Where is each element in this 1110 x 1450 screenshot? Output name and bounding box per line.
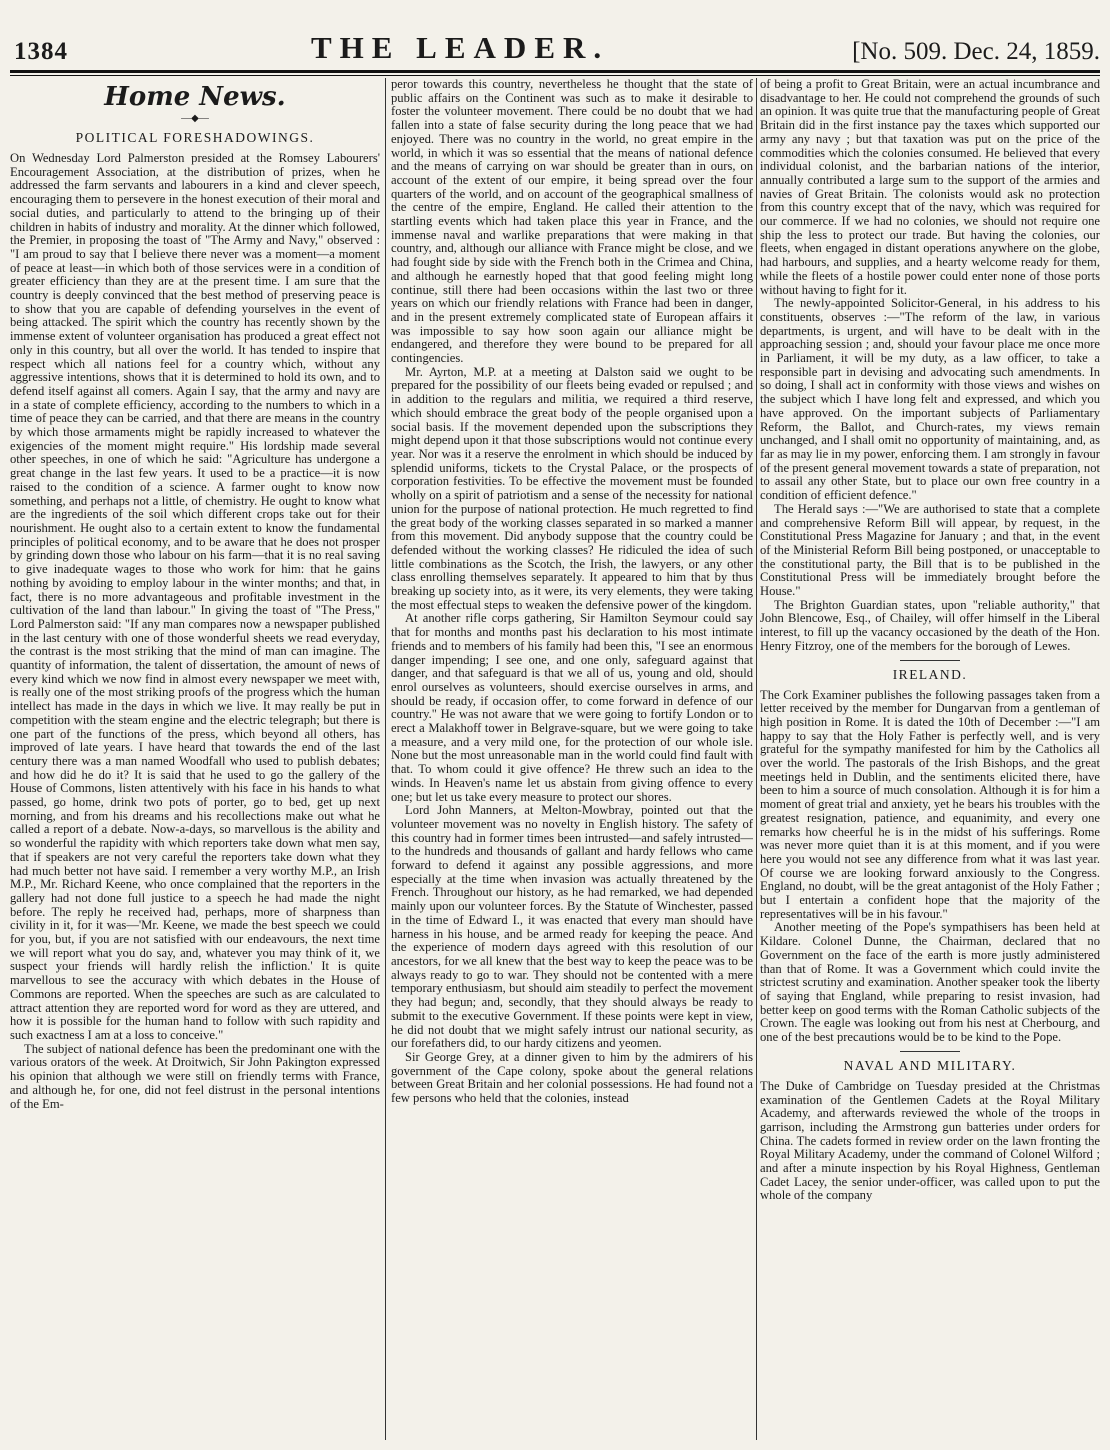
section-rule [900,1051,960,1052]
article-paragraph: The Cork Examiner publishes the following passages taken from a letter received by the member for Dungarvan from a gentleman of high position in Rome. It is dated the 10th of December :—"I am happy to say that the Holy Father is perfectly well, and is very grateful for the sympathy manifested for him by the Catholics all over the world. The pastorals of the Irish Bishops, and the great meetings held in Dublin, and the sentiments elicited there, have been to him a source of much consolation. Although it is for him a moment of great trial and anxiety, yet he bears his troubles with the greatest resignation, patience, and equanimity, and every one remarks how cheerful he is in the midst of his sufferings. Rome was never more quiet than it is at this moment, and if you were here you would not see any difference from what it was last year. Of course we are looking forward anxiously to the Congress. England, no doubt, will be the great antagonist of the Holy Father ; but I entertain a confident hope that the majority of the representatives will be in his favour." [760,687,1100,921]
section-title: Home News. [104,82,286,112]
ornament-divider: —◆— [181,113,209,124]
issue-date: [No. 509. Dec. 24, 1859. [852,38,1100,65]
column-divider [756,78,757,1440]
page-number: 1384 [14,38,68,65]
article-paragraph: The Brighton Guardian states, upon "reliable authority," that John Blencowe, Esq., of Chailey, will offer himself in the Liberal interest, to fill up the vacancy occasioned by the death of the Hon. Henry Fitzroy, one of the members for the borough of Lewes. [760,597,1100,653]
article-paragraph: Sir George Grey, at a dinner given to him by the admirers of his government of the Cape colony, spoke about the general relations between Great Britain and her colonial possessions. He had found not a few persons who held that the colonies, instead [391,1049,753,1106]
article-paragraph: Lord John Manners, at Melton-Mowbray, pointed out that the volunteer movement was no novelty in English history. The safety of this country had in former times been intrusted—and safely intrusted—to the hundreds and thousands of gallant and hardy fellows who came forward to defend it against any possible aggressions, and more especially at the time when invasion was actually threatened by the French. Throughout our history, as he had remarked, we had depended mainly upon our volunteer forces. By the Statute of Winchester, passed in the time of Edward I., it was enacted that every man should have harness in his house, and be armed ready for keeping the peace. And the experience of modern days agreed with this resolution of our ancestors, for we all knew that the best way to keep the peace was to be always ready to go to war. They should not be contented with a mere temporary enthusiasm, but should aim steadily to perfect the movement they had begun; and, secondly, that they should always be ready to submit to the executive Government. If these points were kept in view, he did not doubt that we might safely intrust our national security, as our forefathers did, to our hardy citizens and yeomen. [391,803,753,1051]
column-2 [391,78,753,1440]
article-paragraph: Another meeting of the Pope's sympathisers has been held at Kildare. Colonel Dunne, the Chairman, declared that no Government on the face of the earth is more justly administered than that of Rome. It was a Government which could invite the strictest scrutiny and examination. Another speaker took the liberty of saying that England, while preparing to resist invasion, had better keep on good terms with the Roman Catholic subjects of the Crown. The eagle was looking out from his nest at Cherbourg, and one of the best precautions would be to be kind to the Pope. [760,920,1100,1045]
masthead-rule-thin [10,75,1100,76]
article-paragraph: Mr. Ayrton, M.P. at a meeting at Dalston said we ought to be prepared for the possibility of our fleets being evaded or repulsed ; and in addition to the regulars and militia, we required a third reserve, which should embrace the great body of the people organised upon a social basis. If the movement depended upon the subscriptions they might depend upon it that those subscriptions would not continue every year. Nor was it a reserve the enrolment in which should be induced by splendid uniforms, tickets to the Crystal Palace, or the prospects of corporation festivities. To be effective the movement must be founded wholly on a spirit of patriotism and a sense of the necessity for national union for the purpose of national protection. He much regretted to find the great body of the working classes separated in so marked a manner from this movement. Did anybody suppose that the country could be defended without the working classes? He ridiculed the idea of such little combinations as the Scotch, the Irish, the lawyers, or any other class enrolling themselves separately. It appeared to him that by thus breaking up society into, as it were, its very elements, they were taking the most effectual steps to weaken the defensive power of the kingdom. [391,364,753,612]
article-paragraph: At another rifle corps gathering, Sir Hamilton Seymour could say that for months and months past his declaration to his most intimate friends and to members of his family had been this, "I see an enormous danger impending; I see one, and one only, safeguard against that danger, and that safeguard is that we all of us, young and old, should enrol ourselves as volunteers, should exercise ourselves in arms, and should be ready, if occasion offer, to come forward in defence of our country." He was not aware that we were going to fortify London or to erect a Malakhoff tower in Belgrave-square, but we were going to take a measure, and a very mild one, for the protection of our whole isle. None but the most unreasonable man in the world could find fault with that. To whom could it give offence? He threw such an idea to the winds. In Heaven's name let us abstain from giving offence to every one; but let us take every measure to protect our shores. [391,611,753,804]
column-3 [760,78,1100,1440]
article-paragraph: The Herald says :—"We are authorised to state that a complete and comprehensive Reform Bill will appear, by request, in the Constitutional Press Magazine for January ; and that, in the event of the Ministerial Reform Bill being postponed, or unacceptable to the constitutional party, the Bill that is to be published in the Constitutional Press will be immediately brought before the House." [760,501,1100,599]
naval-military-heading: NAVAL AND MILITARY. [843,1057,1017,1073]
article-paragraph: The newly-appointed Solicitor-General, in his address to his constituents, observes :—"The reform of the law, in various departments, is urgent, and will have to be dealt with in the approaching session ; and, should your favour place me once more in Parliament, it will be my duty, as a law officer, to take a responsible part in devising and advocating such amendments. In so doing, I shall act in conformity with those views and wishes on the subject which I have long felt and expressed, and which you have approved. On the important subjects of Parliamentary Reform, the Ballot, and Church-rates, my views remain unchanged, and I shall omit no opportunity of maintaining, and, as far as may lie in my power, enforcing them. I am strongly in favour of the present general movement towards a state of preparation, not to assail any other State, but to place our own free country in a condition of efficient defence." [760,296,1100,503]
masthead-rule [10,70,1100,73]
newspaper-title: THE LEADER. [310,30,610,65]
ireland-heading: IRELAND. [892,666,968,682]
article-paragraph: of being a profit to Great Britain, were an actual incumbrance and disadvantage to her. He could not comprehend the grounds of such an opinion. It was quite true that the manufacturing people of Great Britain did in the first instance pay the taxes which supported our army any navy ; but that taxation was put on the price of the commodities which the colonies consumed. He believed that every individual colonist, and the barbarian nations of the interior, annually contributed a large sum to the support of the armies and navies of Great Britain. The colonists would ask no protection from this country except that of the navy, which was required for our commerce. If we had no colonies, we should not require one ship the less to protect our trade. But having the colonies, our fleets, when engaged in distant operations anywhere on the globe, had harbours, and supplies, and a hearty welcome ready for them, while the fleets of a hostile power could enter none of those ports without having to fight for it. [760,78,1100,297]
column-divider [385,78,386,1440]
article-heading: POLITICAL FORESHADOWINGS. [75,130,315,145]
masthead [14,28,1100,66]
section-rule [900,660,960,661]
article-paragraph: The subject of national defence has been the predominant one with the various orators of the week. At Droitwich, Sir John Pakington expressed his opinion that although we were still on friendly terms with France, and although he, for one, did not feel distrust in the personal intentions of the Em- [10,1041,380,1111]
column-1 [10,78,380,1440]
article-paragraph: On Wednesday Lord Palmerston presided at the Romsey Labourers' Encouragement Association, at the distribution of prizes, when he addressed the farm servants and labourers in a kind and clever speech, encouraging them to persevere in the honest execution of their moral and social duties, and particularly to attend to the bringing up of their children in habits of industry and morality. At the dinner which followed, the Premier, in proposing the toast of "The Army and Navy," observed : "I am proud to say that I believe there never was a moment—a moment of peace at least—in which both of those services were in a condition of greater efficiency than they are at the present time. I am sure that the country is deeply convinced that the best method of preserving peace is to show that you are capable of defending yourselves in the event of being attacked. The spirit which the country has recently shown by the immense extent of volunteer organisation has produced a great effect not only in this country, but all over the world. It has tended to inspire that respect which all nations feel for a country which, without any aggressive intentions, shows that it is determined to hold its own, and to defend itself against all comers. Again I say, that the army and navy are in a state of complete efficiency, according to the numbers to which in a time of peace they can be carried, and that there are means in the country by which those armaments might be rapidly increased to whatever the exigencies of the moment might require." His lordship made several other speeches, in one of which he said: "Agriculture has undergone a great change in the last few years. It used to be a practice—it is now raised to the condition of a science. A farmer ought to know now something, and perhaps not a little, of chemistry. He ought to know what are the ingredients of the soil which different crops take out for their nourishment. He ought also to a certain extent to know the fundamental principles of political economy, and to be aware that he does not prosper by grinding down those who labour on his farm—that it is no real saving to give inadequate wages to those who work for him: that he gains nothing by avoiding to employ labour in the winter months; and that, in fact, there is no more advantageous and profitable investment in the cultivation of the land than labour." In giving the toast of "The Press," Lord Palmerston said: "If any man compares now a newspaper published in the last century with one of those wonderful sheets we read everyday, the contrast is the most striking that the mind of man can imagine. The quantity of information, the talent of dissertation, the amount of news of every kind which we now find in almost every newspaper we meet with, is really one of the most striking proofs of the progress which the human intellect has made in the days in which we live. It may really be put in competition with the steam engine and the electric telegraph; but there is one part of the functions of the press, which beyond all others, has improved of late years. I have heard that towards the end of the last century there was a man named Woodfall who used to publish debates; and how did he do it? It is said that he used to go the gallery of the House of Commons, listen attentively with his face in his hands to what passed, go home, drink two pots of porter, go to bed, get up next morning, and from his dreams and his recollections make out what he called a report of a debate. Now-a-days, so marvellous is the ability and so wonderful the rapidity with which reporters take down what men say, that if speakers are not very careful the reporters take down what they had much better not have said. I remember a very worthy M.P., an Irish M.P., Mr. Richard Keene, who once complained that the reporters in the gallery had not done full justice to a speech he had made the night before. The reply he received had, perhaps, more of sharpness than civility in it, for it was—'Mr. Keene, we made the best speech we could for you, but, if you are not satisfied with our endeavours, the next time we will report what you do say, and, whatever you may think of it, we suspect your friends will hardly relish the infliction.' It is quite marvellous to see the accuracy with which debates in the House of Commons are reported. When the speeches are such as are calculated to attract attention they are reported word for word as they are uttered, and how it is possible for the human hand to follow with such rapidity and such exactness I am at a loss to conceive." [10,151,380,1042]
article-paragraph: The Duke of Cambridge on Tuesday presided at the Christmas examination of the Gentlemen Cadets at the Royal Military Academy, and afterwards reviewed the whole of the troops in garrison, including the Armstrong gun batteries under orders for China. The cadets formed in review order on the lawn fronting the Royal Military Academy, under the command of Colonel Wilford ; and after a minute inspection by his Royal Highness, Gentleman Cadet Lacey, the senior under-officer, was called upon to put the whole of the company [760,1078,1100,1203]
article-paragraph: peror towards this country, nevertheless he thought that the state of public affairs on the Continent was such as to make it desirable to foster the volunteer movement. There could be no doubt that we had fallen into a state of false security during the long peace that we had enjoyed. There was no country in the world, no great empire in the world, in which it was so essential that the means of national defence and the means of carrying on war should be greater than in ours, on account of the extent of our empire, it being spread over the four quarters of the world, and on account of the geographical smallness of the centre of the empire, England. He called their attention to the startling events which had taken place this year in France, and the immense naval and warlike preparations that were making in that country, and, although our alliance with France might be close, and we had fought side by side with the French both in the Crimea and China, and although he earnestly hoped that that good feeling might long continue, still there had been occasions within the last two or three years on which our friendly relations with France had been in danger, and in the present extremely complicated state of European affairs it was impossible to say how soon again our alliance might be endangered, and therefore they were bound to be prepared for all contingencies. [391,78,753,366]
